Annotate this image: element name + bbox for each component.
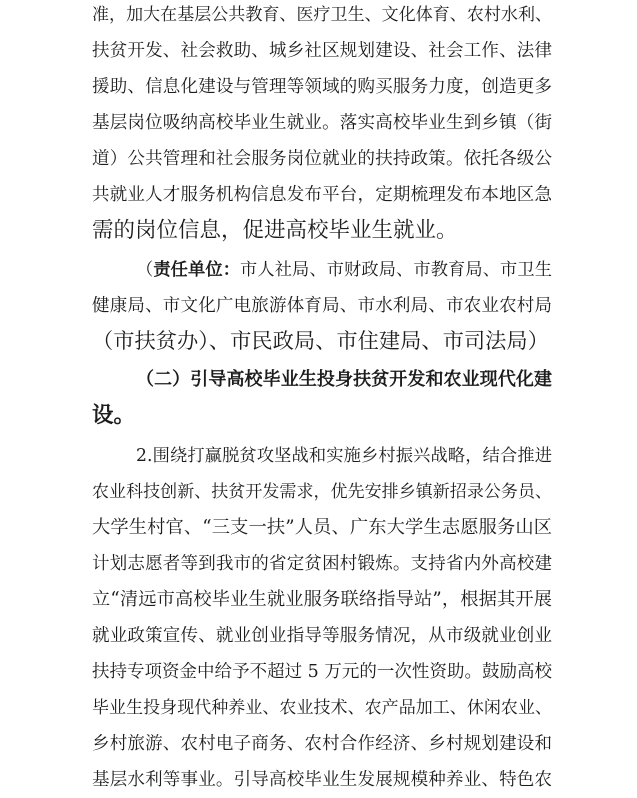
paragraph-2-line-9: 乡村旅游、农村电子商务、农村合作经济、乡村规划建设和: [92, 734, 552, 754]
paragraph-2-line-3: 大学生村官、“三支一扶”人员、广东大学生志愿服务山区: [92, 517, 552, 538]
responsibility-label: 责任单位: [153, 260, 223, 280]
paragraph-2-line-7: 扶持专项资金中给予不超过 5 万元的一次性资助。鼓励高校: [92, 662, 552, 682]
section-heading-line-2: 设。: [92, 403, 136, 428]
paragraph-1-line-6: 共就业人才服务机构信息发布平台，定期梳理发布本地区急: [92, 185, 552, 205]
paragraph-1-line-4: 基层岗位吸纳高校毕业生就业。落实高校毕业生到乡镇（街: [92, 113, 552, 133]
responsibility-open-paren: （: [136, 260, 154, 280]
paragraph-1-line-7: 需的岗位信息，促进高校毕业生就业。: [92, 218, 458, 243]
responsibility-line-3: （市扶贫办）、市民政局、市住建局、市司法局）: [92, 329, 549, 354]
paragraph-2-line-10: 基层水利等事业。引导高校毕业生发展规模种养业、特色农: [92, 770, 552, 790]
paragraph-1-line-2: 扶贫开发、社会救助、城乡社区规划建设、社会工作、法律: [92, 41, 552, 61]
responsibility-colon: ：: [222, 260, 241, 280]
responsibility-units-part-1: 市人社局、市财政局、市教育局、市卫生: [240, 260, 552, 280]
paragraph-2-line-8: 毕业生投身现代种养业、农业技术、农产品加工、休闲农业、: [92, 698, 552, 718]
paragraph-2-line-5: 立“清远市高校毕业生就业服务联络指导站”，根据其开展: [92, 589, 552, 610]
responsibility-line-2: 健康局、市文化广电旅游体育局、市水利局、市农业农村局: [92, 296, 552, 316]
responsibility-line-1: [136, 252, 552, 288]
paragraph-1-line-1: 准，加大在基层公共教育、医疗卫生、文化体育、农村水利、: [92, 5, 552, 25]
paragraph-2-line-4: 计划志愿者等到我市的省定贫困村锻炼。支持省内外高校建: [92, 554, 552, 574]
paragraph-2-line-1: 2.围绕打赢脱贫攻坚战和实施乡村振兴战略，结合推进: [136, 446, 552, 466]
paragraph-2-line-6: 就业政策宣传、就业创业指导等服务情况，从市级就业创业: [92, 626, 552, 646]
paragraph-2-line-2: 农业科技创新、扶贫开发需求，优先安排乡镇新招录公务员、: [92, 482, 552, 502]
paragraph-1-line-3: 援助、信息化建设与管理等领域的购买服务力度，创造更多: [92, 77, 552, 97]
section-heading-line-1: （二）引导高校毕业生投身扶贫开发和农业现代化建: [136, 369, 552, 390]
paragraph-1-line-5: 道）公共管理和社会服务岗位就业的扶持政策。依托各级公: [92, 149, 552, 169]
